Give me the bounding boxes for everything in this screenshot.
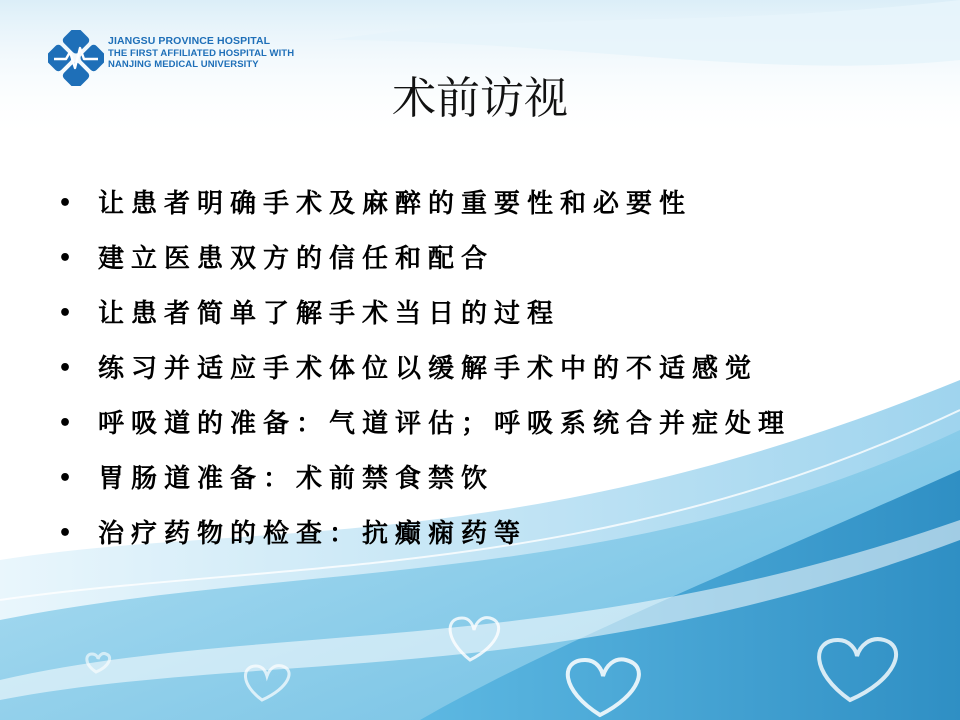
- slide-title: 术前访视: [392, 73, 568, 124]
- bullet-text: 让患者明确手术及麻醉的重要性和必要性: [98, 188, 693, 219]
- bullet-item: [58, 396, 791, 451]
- bullet-dot: •: [58, 355, 73, 381]
- bullet-list: [58, 176, 791, 561]
- bullet-item: [58, 231, 791, 286]
- bullet-text: 胃肠道准备：术前禁食禁饮: [98, 463, 495, 494]
- bullet-text: 呼吸道的准备：气道评估；呼吸系统合并症处理: [98, 408, 792, 439]
- bullet-item: [58, 506, 791, 561]
- bullet-dot: •: [58, 300, 73, 326]
- bullet-item: [58, 286, 791, 341]
- bullet-text: 练习并适应手术体位以缓解手术中的不适感觉: [98, 353, 759, 384]
- bullet-text: 让患者简单了解手术当日的过程: [98, 298, 561, 329]
- bullet-item: [58, 341, 791, 396]
- bullet-dot: •: [58, 465, 73, 491]
- bullet-item: [58, 451, 791, 506]
- bullet-text: 建立医患双方的信任和配合: [98, 243, 495, 274]
- bullet-dot: •: [58, 245, 73, 271]
- hospital-name-line-2: THE FIRST AFFILIATED HOSPITAL WITH: [108, 47, 295, 59]
- bullet-dot: •: [58, 520, 73, 546]
- hospital-name-line-1: JIANGSU PROVINCE HOSPITAL: [108, 35, 271, 47]
- bullet-dot: •: [58, 190, 73, 216]
- bullet-item: [58, 176, 791, 231]
- hospital-name-line-3: NANJING MEDICAL UNIVERSITY: [108, 59, 259, 70]
- bullet-text: 治疗药物的检查：抗癫痫药等: [98, 518, 528, 549]
- bullet-dot: •: [58, 410, 73, 436]
